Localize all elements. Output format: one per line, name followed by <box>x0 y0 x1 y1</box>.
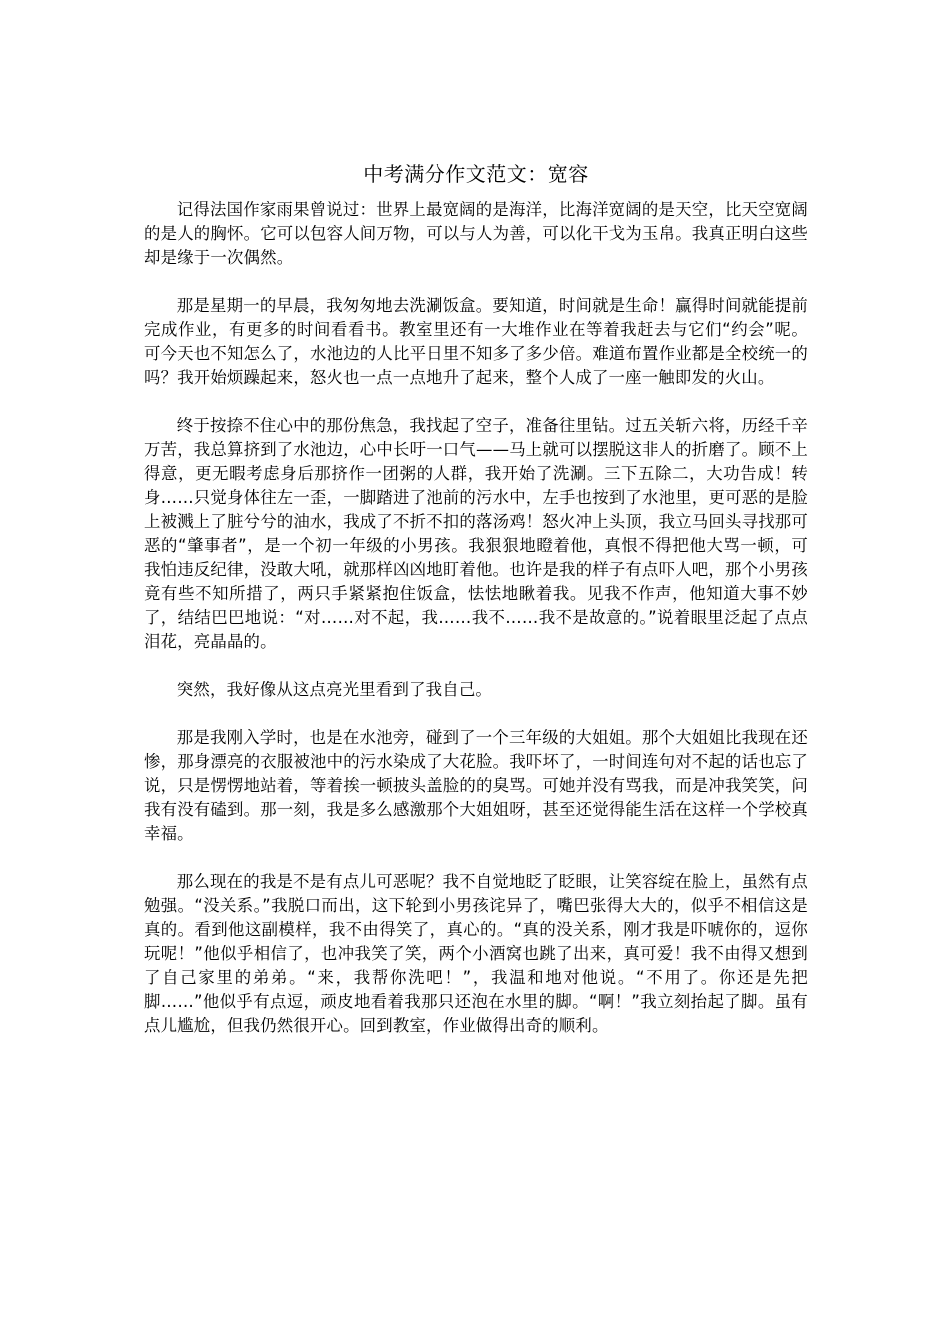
paragraph-5: 那是我刚入学时，也是在水池旁，碰到了一个三年级的大姐姐。那个大姐姐比我现在还惨，那身漂亮的衣服被池中的污水染成了大花脸。我吓坏了，一时间连句对不起的话也忘了说，只是愣愣地站着，等着挨一顿披头盖脸的的臭骂。可她并没有骂我，而是冲我笑笑，问我有没有磕到。那一刻，我是多么感激那个大姐姐呀，甚至还觉得能生活在这样一个学校真幸福。 <box>144 728 808 843</box>
paragraph-2: 那是星期一的早晨，我匆匆地去洗涮饭盒。要知道，时间就是生命！赢得时间就能提前完成作业，有更多的时间看看书。教室里还有一大堆作业在等着我赶去与它们“约会”呢。可今天也不知怎么了，水池边的人比平日里不知多了多少倍。难道布置作业都是全校统一的吗？我开始烦躁起来，怒火也一点一点地升了起来，整个人成了一座一触即发的火山。 <box>144 296 808 387</box>
essay-title: 中考满分作文范文：宽容 <box>363 162 589 186</box>
essay-article <box>144 160 808 1038</box>
paragraph-3: 终于按捺不住心中的那份焦急，我找起了空子，准备往里钻。过五关斩六将，历经千辛万苦，我总算挤到了水池边，心中长吁一口气——马上就可以摆脱这非人的折磨了。顾不上得意，更无暇考虑身后那挤作一团粥的人群，我开始了洗涮。三下五除二，大功告成！转身……只觉身体往左一歪，一脚踏进了池前的污水中，左手也按到了水池里，更可恶的是脸上被溅上了脏兮兮的油水，我成了不折不扣的落汤鸡！怒火冲上头顶，我立马回头寻找那可恶的“肇事者”，是一个初一年级的小男孩。我狠狠地瞪着他，真恨不得把他大骂一顿，可我怕违反纪律，没敢大吼，就那样凶凶地盯着他。也许是我的样子有点吓人吧，那个小男孩竟有些不知所措了，两只手紧紧抱住饭盒，怯怯地瞅着我。见我不作声，他知道大事不妙了，结结巴巴地说：“对……对不起，我……我不……我不是故意的。”说着眼里泛起了点点泪花，亮晶晶的。 <box>144 416 808 651</box>
paragraph-1: 记得法国作家雨果曾说过：世界上最宽阔的是海洋，比海洋宽阔的是天空，比天空宽阔的是人的胸怀。它可以包容人间万物，可以与人为善，可以化干戈为玉帛。我真正明白这些却是缘于一次偶然。 <box>144 200 808 267</box>
paragraph-6: 那么现在的我是不是有点儿可恶呢？我不自觉地眨了眨眼，让笑容绽在脸上，虽然有点勉强。“没关系。”我脱口而出，这下轮到小男孩诧异了，嘴巴张得大大的，似乎不相信这是真的。看到他这副模样，我不由得笑了，真心的。“真的没关系，刚才我是吓唬你的，逗你玩呢！”他似乎相信了，也冲我笑了笑，两个小酒窝也跳了出来，真可爱！我不由得又想到了自己家里的弟弟。“来，我帮你洗吧！”，我温和地对他说。“不用了。你还是先把脚……”他似乎有点逗，顽皮地看着我那只还泡在水里的脚。“啊！”我立刻抬起了脚。虽有点儿尴尬，但我仍然很开心。回到教室，作业做得出奇的顺利。 <box>144 872 808 1035</box>
paragraph-4: 突然，我好像从这点亮光里看到了我自己。 <box>176 680 493 699</box>
